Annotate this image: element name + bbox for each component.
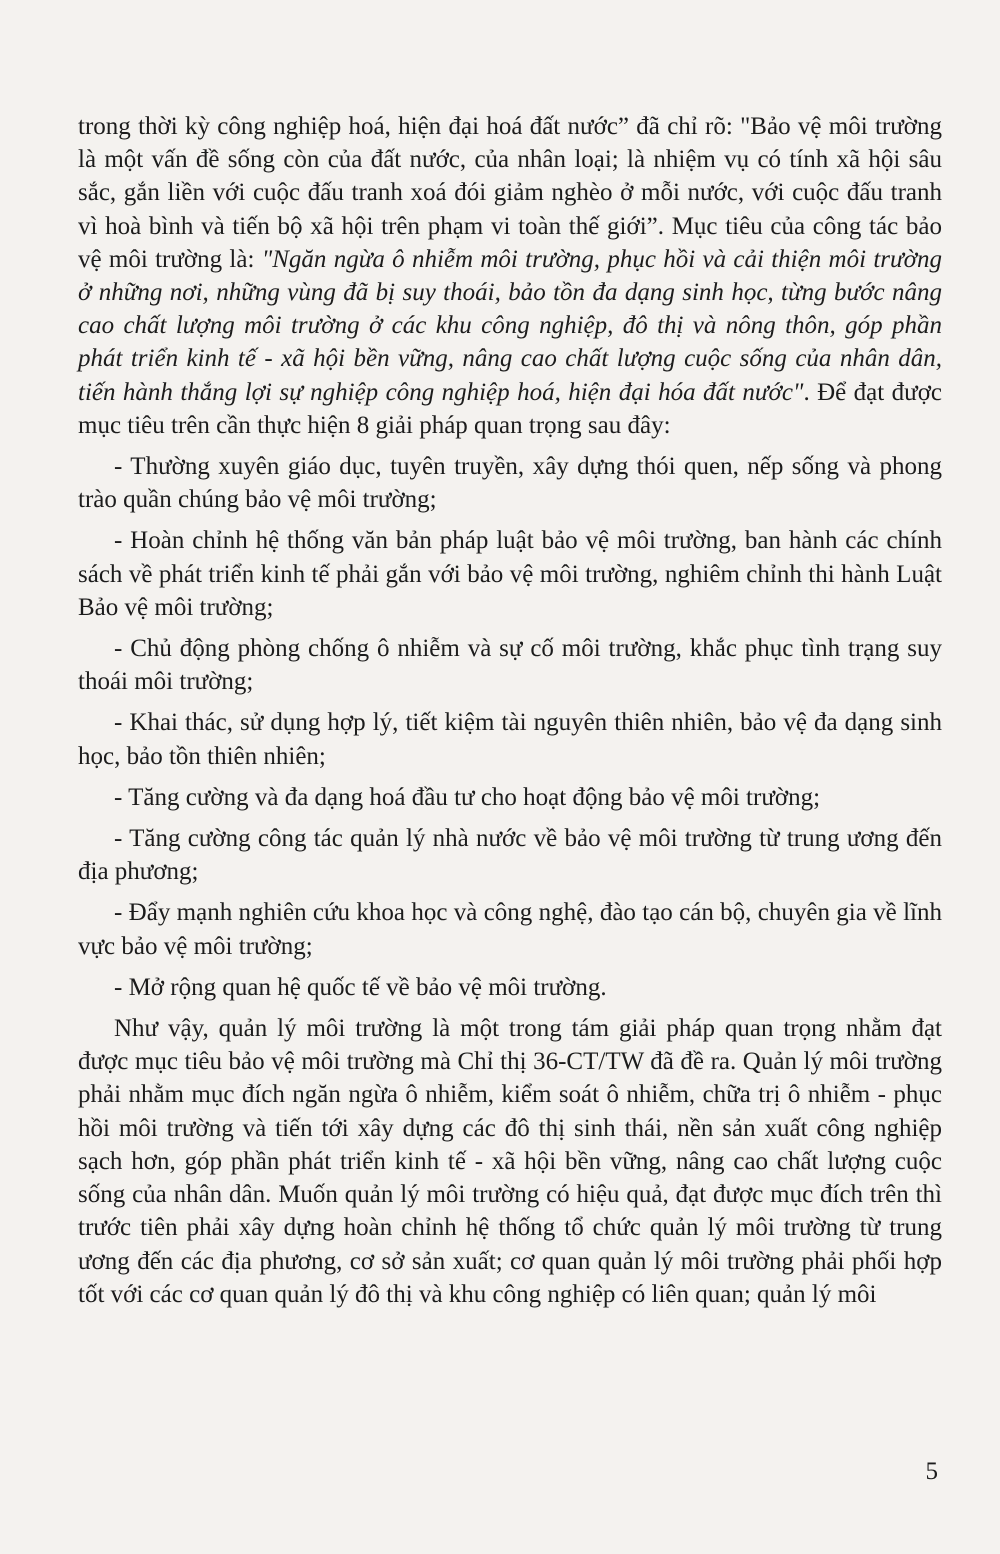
measure-item: - Khai thác, sử dụng hợp lý, tiết kiệm tài nguyên thiên nhiên, bảo vệ đa dạng sinh học, bảo tồn thiên nhiên; <box>78 709 942 770</box>
intro-text-end: . Để đạt được mục tiêu trên cần thực hiện 8 giải pháp quan trọng sau đây: <box>78 378 943 439</box>
objective-quote: "Ngăn ngừa ô nhiễm môi trường, phục hồi và cải thiện môi trường ở những nơi, những vùng đã bị suy thoái, bảo tồn đa dạng sinh học, từng bước nâng cao chất lượng môi trường ở các khu công nghiệp, đô thị và nông thôn, góp phần phát triển kinh tế - xã hội bền vững, nâng cao chất lượng cuộc sống của nhân dân, tiến hành thắng lợi sự nghiệp công nghiệp hoá, hiện đại hóa đất nước" <box>78 245 942 406</box>
intro-paragraph <box>78 110 942 442</box>
measure-item: - Tăng cường và đa dạng hoá đầu tư cho hoạt động bảo vệ môi trường; <box>114 783 821 811</box>
measure-item: - Tăng cường công tác quản lý nhà nước về bảo vệ môi trường từ trung ương đến địa phương; <box>78 825 942 886</box>
page-number: 5 <box>925 1458 938 1485</box>
measure-item: - Thường xuyên giáo dục, tuyên truyền, xây dựng thói quen, nếp sống và phong trào quần chúng bảo vệ môi trường; <box>78 453 942 514</box>
measure-item: - Hoàn chỉnh hệ thống văn bản pháp luật bảo vệ môi trường, ban hành các chính sách về phát triển kinh tế phải gắn với bảo vệ môi trường, nghiêm chỉnh thi hành Luật Bảo vệ môi trường; <box>78 527 942 621</box>
measure-item: - Đẩy mạnh nghiên cứu khoa học và công nghệ, đào tạo cán bộ, chuyên gia về lĩnh vực bảo vệ môi trường; <box>78 899 942 960</box>
conclusion-paragraph: Như vậy, quản lý môi trường là một trong tám giải pháp quan trọng nhằm đạt được mục tiêu bảo vệ môi trường mà Chỉ thị 36-CT/TW đã đề ra. Quản lý môi trường phải nhằm mục đích ngăn ngừa ô nhiễm, kiểm soát ô nhiễm, chữa trị ô nhiễm - phục hồi môi trường và tiến tới xây dựng các đô thị sinh thái, nền sản xuất công nghiệp sạch hơn, góp phần phát triển kinh tế - xã hội bền vững, nâng cao chất lượng cuộc sống của nhân dân. Muốn quản lý môi trường có hiệu quả, đạt được mục đích trên thì trước tiên phải xây dựng hoàn chỉnh hệ thống tổ chức quản lý môi trường từ trung ương đến các địa phương, cơ sở sản xuất; cơ quan quản lý môi trường phải phối hợp tốt với các cơ quan quản lý đô thị và khu công nghiệp có liên quan; quản lý môi <box>78 1015 942 1308</box>
measure-item: - Chủ động phòng chống ô nhiễm và sự cố môi trường, khắc phục tình trạng suy thoái môi trường; <box>78 635 942 696</box>
intro-text: trong thời kỳ công nghiệp hoá, hiện đại hoá đất nước” đã chỉ rõ: "Bảo vệ môi trường là một vấn đề sống còn của đất nước, của nhân loại; là nhiệm vụ có tính xã hội sâu sắc, gắn liền với cuộc đấu tranh xoá đói giảm nghèo ở mỗi nước, với cuộc đấu tranh vì hoà bình và tiến bộ xã hội trên phạm vi toàn thế giới”. Mục tiêu của công tác bảo vệ môi trường là: <box>78 113 942 273</box>
measure-item: - Mở rộng quan hệ quốc tế về bảo vệ môi trường. <box>114 973 607 1001</box>
